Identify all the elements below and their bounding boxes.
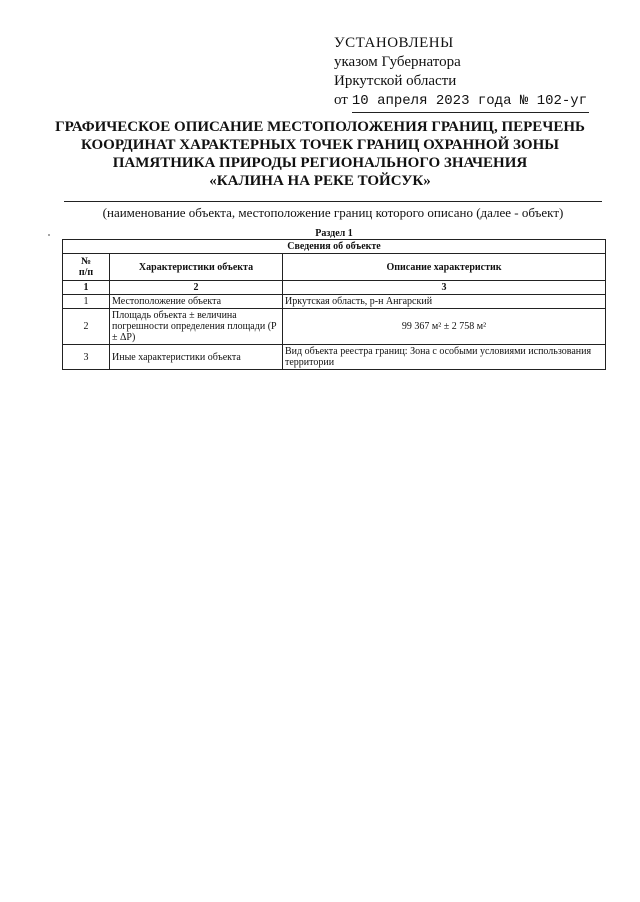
- table-row: [63, 295, 606, 309]
- table-column-numbers: [63, 281, 606, 295]
- table-row: [63, 309, 606, 345]
- table-caption: Сведения об объекте: [63, 240, 606, 254]
- approval-date-line: [334, 91, 614, 113]
- row-number: 3: [63, 345, 110, 370]
- header-characteristic: Характеристики объекта: [110, 254, 283, 281]
- title-line-3: ПАМЯТНИКА ПРИРОДЫ РЕГИОНАЛЬНОГО ЗНАЧЕНИЯ: [112, 155, 528, 171]
- row-description: Иркутская область, р-н Ангарский: [283, 295, 606, 309]
- col-number-1: 1: [63, 281, 110, 295]
- header-number: № п/п: [63, 254, 110, 281]
- document-title: [30, 118, 610, 190]
- row-number: 2: [63, 309, 110, 345]
- table-row: [63, 345, 606, 370]
- object-name-rule: [64, 201, 602, 202]
- table-caption-row: [63, 240, 606, 254]
- approval-stamp: [334, 34, 614, 113]
- approval-date-prefix: от: [334, 92, 348, 108]
- scan-dot: [48, 234, 50, 236]
- row-description: Вид объекта реестра границ: Зона с особыми условиями использования территории: [283, 345, 606, 370]
- table-header-row: [63, 254, 606, 281]
- row-characteristic: Местоположение объекта: [110, 295, 283, 309]
- title-line-1: ГРАФИЧЕСКОЕ ОПИСАНИЕ МЕСТОПОЛОЖЕНИЯ ГРАНИЦ, ПЕРЕЧЕНЬ: [55, 119, 585, 135]
- row-characteristic: Площадь объекта ± величина погрешности определения площади (P ± ΔP): [110, 309, 283, 345]
- row-description: 99 367 м² ± 2 758 м²: [283, 309, 606, 345]
- approval-heading: УСТАНОВЛЕНЫ: [334, 35, 454, 51]
- header-description: Описание характеристик: [283, 254, 606, 281]
- approval-decree: указом Губернатора: [334, 54, 461, 70]
- section-label: Раздел 1: [315, 228, 353, 239]
- col-number-3: 3: [283, 281, 606, 295]
- object-info-table: [62, 239, 606, 370]
- title-line-4: «КАЛИНА НА РЕКЕ ТОЙСУК»: [209, 173, 431, 189]
- title-line-2: КООРДИНАТ ХАРАКТЕРНЫХ ТОЧЕК ГРАНИЦ ОХРАННОЙ ЗОНЫ: [80, 137, 559, 153]
- approval-region: Иркутской области: [334, 73, 457, 89]
- row-number: 1: [63, 295, 110, 309]
- row-characteristic: Иные характеристики объекта: [110, 345, 283, 370]
- approval-date-value: 10 апреля 2023 года № 102-уг: [352, 92, 589, 113]
- col-number-2: 2: [110, 281, 283, 295]
- object-name-caption: (наименование объекта, местоположение границ которого описано (далее - объект): [102, 205, 564, 220]
